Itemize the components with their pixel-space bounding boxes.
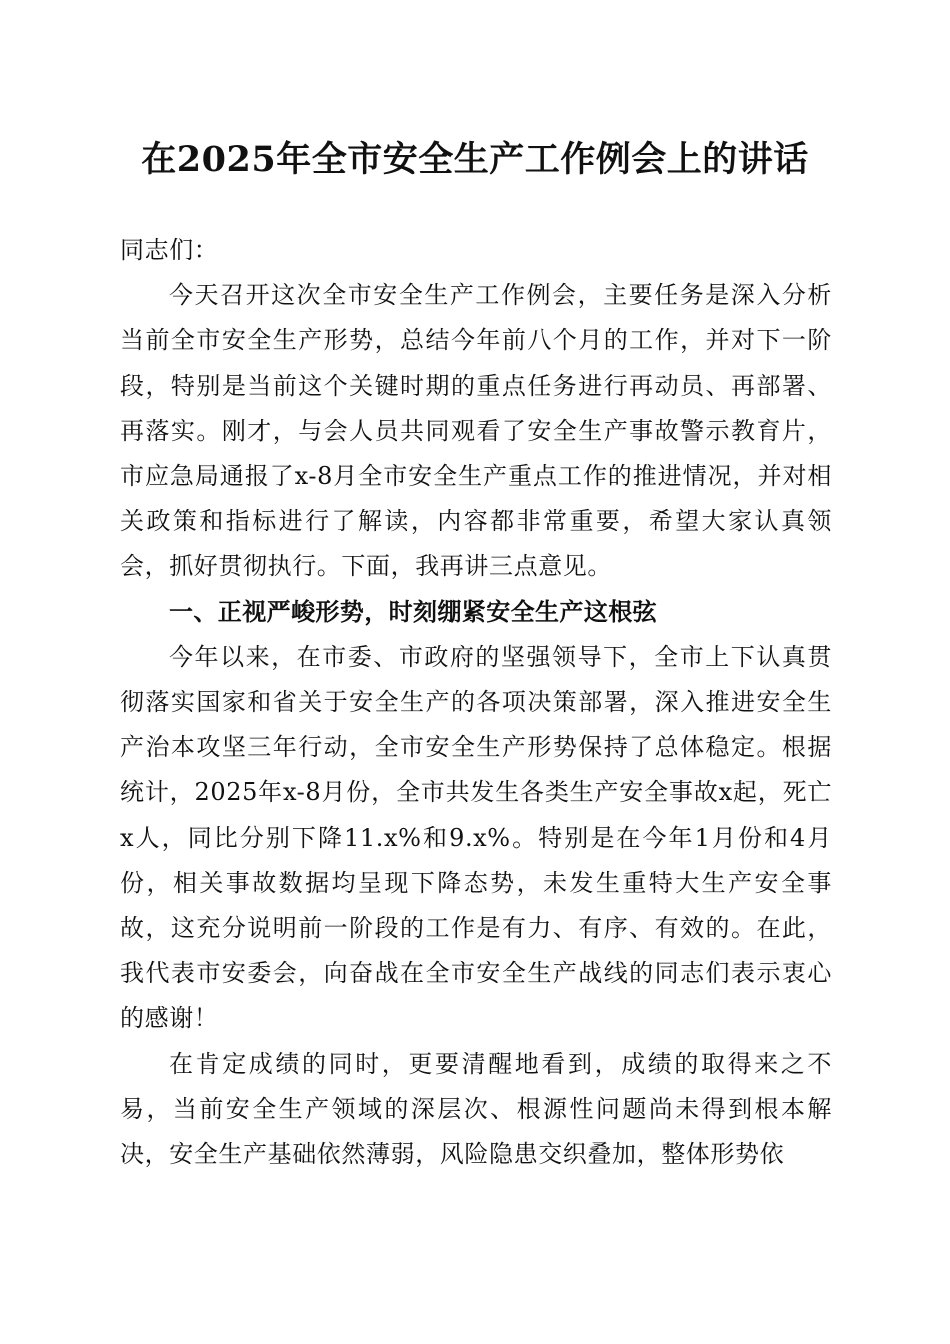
intro-paragraph: 今天召开这次全市安全生产工作例会，主要任务是深入分析当前全市安全生产形势，总结今年前八个月的工作，并对下一阶段，特别是当前这个关键时期的重点任务进行再动员、再部署、再落实。刚才，与会人员共同观看了安全生产事故警示教育片，市应急局通报了x-8月全市安全生产重点工作的推进情况，并对相关政策和指标进行了解读，内容都非常重要，希望大家认真领会，抓好贯彻执行。下面，我再讲三点意见。	[120, 281, 832, 581]
section-1-paragraph-1: 今年以来，在市委、市政府的坚强领导下，全市上下认真贯彻落实国家和省关于安全生产的各项决策部署，深入推进安全生产治本攻坚三年行动，全市安全生产形势保持了总体稳定。根据统计，2025年x-8月份，全市共发生各类生产安全事故x起，死亡x人，同比分别下降11.x%和9.x%。特别是在今年1月份和4月份，相关事故数据均呈现下降态势，未发生重特大生产安全事故，这充分说明前一阶段的工作是有力、有序、有效的。在此，我代表市安委会，向奋战在全市安全生产战线的同志们表示衷心的感谢！	[120, 642, 832, 1033]
document-body	[120, 228, 832, 1177]
section-1-heading: 一、正视严峻形势，时刻绷紧安全生产这根弦	[169, 597, 657, 626]
section-1-paragraph-2: 在肯定成绩的同时，更要清醒地看到，成绩的取得来之不易，当前安全生产领域的深层次、根源性问题尚未得到根本解决，安全生产基础依然薄弱，风险隐患交织叠加，整体形势依	[120, 1049, 832, 1169]
document-title: 在2025年全市安全生产工作例会上的讲话	[141, 139, 809, 180]
salutation: 同志们：	[120, 236, 219, 264]
